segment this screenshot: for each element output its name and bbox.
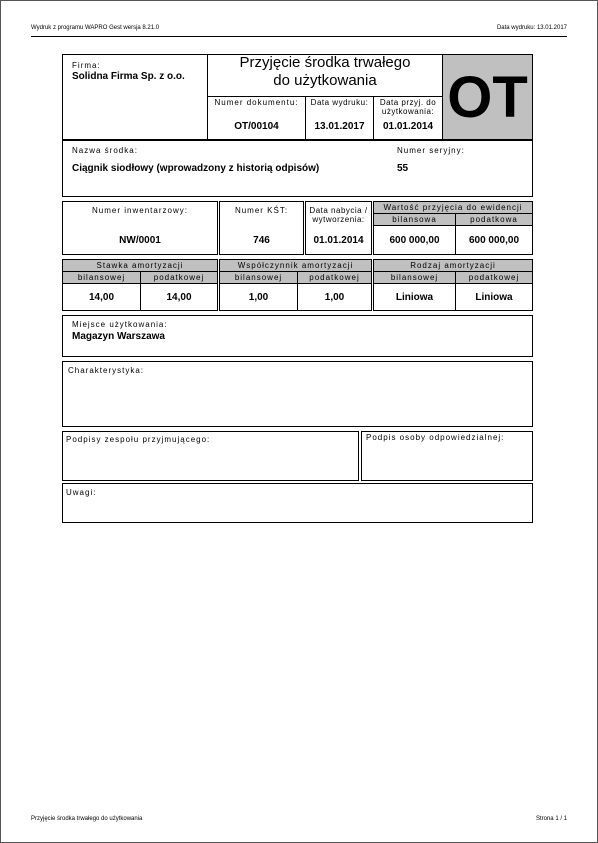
- document-code: OT: [442, 54, 533, 140]
- rodzaj-bil-header: bilansowej: [373, 271, 456, 284]
- charakterystyka-label: Charakterystyka:: [68, 366, 145, 375]
- numer-seryjny-label: Numer seryjny:: [397, 146, 465, 155]
- numer-seryjny-value: 55: [397, 163, 409, 174]
- title-line-1: Przyjęcie środka trwałego: [239, 54, 411, 71]
- document-title: [207, 54, 443, 90]
- rodzaj-header: Rodzaj amortyzacji: [373, 259, 533, 272]
- wartosc-bil-value: 600 000,00: [373, 225, 456, 255]
- numer-dok-value: OT/00104: [234, 121, 279, 132]
- stawka-header: Stawka amortyzacji: [62, 259, 218, 272]
- miejsce-label: Miejsce użytkowania:: [72, 320, 168, 329]
- wspolczynnik-header: Współczynnik amortyzacji: [219, 259, 372, 272]
- header-divider: [31, 36, 567, 37]
- wartosc-pod-header: podatkowa: [455, 213, 533, 226]
- numer-kst-label: Numer KŚT:: [234, 206, 289, 215]
- wsp-bil-value: 1,00: [219, 283, 298, 311]
- wartosc-bil-header: bilansowa: [373, 213, 456, 226]
- page-header-program: Wydruk z programu WAPRO Gest wersja 8.21.0: [31, 25, 160, 31]
- stawka-bil-value: 14,00: [62, 283, 141, 311]
- numer-dok-label: Numer dokumentu:: [214, 98, 299, 107]
- miejsce-value: Magazyn Warszawa: [72, 331, 165, 342]
- nazwa-label: Nazwa środka:: [72, 146, 138, 155]
- rodzaj-pod-value: Liniowa: [455, 283, 533, 311]
- stawka-bil-header: bilansowej: [62, 271, 141, 284]
- numer-inw-value: NW/0001: [119, 235, 161, 246]
- firma-value: Solidna Firma Sp. z o.o.: [72, 71, 185, 82]
- data-przyj-label: Data przyj. do użytkowania:: [379, 98, 437, 116]
- title-line-2: do użytkowania: [273, 72, 377, 89]
- page-footer-title: Przyjęcie środka trwałego do użytkowania: [31, 816, 143, 822]
- wsp-bil-header: bilansowej: [219, 271, 298, 284]
- wsp-pod-value: 1,00: [297, 283, 372, 311]
- stawka-pod-value: 14,00: [140, 283, 218, 311]
- wartosc-header: Wartość przyjęcia do ewidencji: [373, 201, 533, 214]
- nazwa-value: Ciągnik siodłowy (wprowadzony z historią odpisów): [72, 163, 320, 174]
- stawka-pod-header: podatkowej: [140, 271, 218, 284]
- rodzaj-pod-header: podatkowej: [455, 271, 533, 284]
- uwagi-box: [62, 483, 533, 523]
- uwagi-label: Uwagi:: [66, 488, 97, 497]
- numer-inw-label: Numer inwentarzowy:: [92, 206, 188, 215]
- rodzaj-bil-value: Liniowa: [373, 283, 456, 311]
- data-przyj-value: 01.01.2014: [382, 121, 434, 132]
- firma-label: Firma:: [72, 61, 101, 70]
- data-wydruku-label: Data wydruku:: [310, 98, 369, 107]
- data-nabycia-value: 01.01.2014: [313, 235, 364, 246]
- data-nabycia-label: Data nabycia / wytworzenia:: [309, 206, 368, 224]
- wartosc-pod-value: 600 000,00: [455, 225, 533, 255]
- page-footer-page-number: Strona 1 / 1: [535, 816, 567, 822]
- page-header-print-date: Data wydruku: 13.01.2017: [496, 25, 567, 31]
- data-wydruku-value: 13.01.2017: [314, 121, 365, 132]
- podpisy-zespolu-label: Podpisy zespołu przyjmującego:: [66, 435, 211, 444]
- wsp-pod-header: podatkowej: [297, 271, 372, 284]
- numer-kst-value: 746: [253, 235, 270, 246]
- podpis-osoby-label: Podpis osoby odpowiedzialnej:: [366, 433, 505, 442]
